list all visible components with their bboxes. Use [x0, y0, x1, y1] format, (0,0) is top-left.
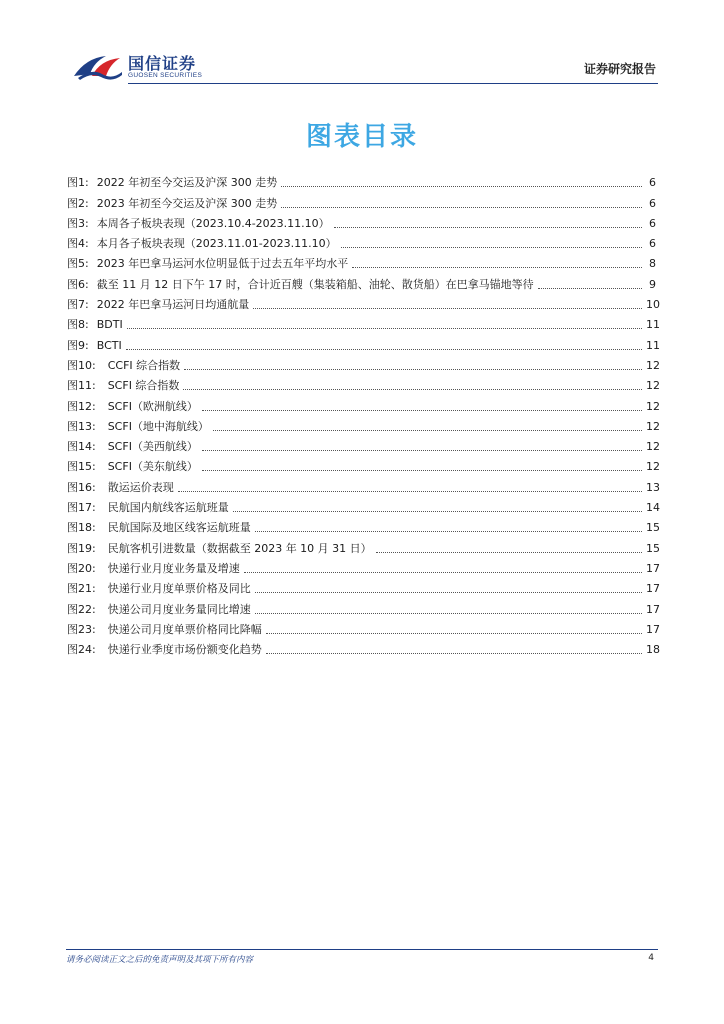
- toc-entry-title: 快递公司月度单票价格同比降幅: [107, 622, 262, 636]
- toc-entry-label: 图4:: [67, 237, 89, 251]
- toc-dot-leader: [233, 511, 642, 512]
- toc-dot-leader: [126, 349, 642, 350]
- toc-entry-label: 图8:: [67, 318, 89, 332]
- report-type-label: 证券研究报告: [583, 62, 656, 76]
- toc-entry-page: 12: [646, 358, 660, 372]
- toc-entry-title: 民航国际及地区线客运航班量: [107, 521, 251, 535]
- toc-entry-title: 快递行业月度业务量及增速: [107, 561, 240, 575]
- toc-entry[interactable]: [67, 251, 656, 271]
- toc-entry[interactable]: [67, 617, 660, 637]
- toc-entry-label: 图7:: [67, 298, 89, 312]
- toc-entry-page: 6: [649, 216, 656, 230]
- toc-entry-title: CCFI 综合指数: [107, 358, 181, 372]
- toc-entry[interactable]: [67, 576, 660, 596]
- page-header: [0, 0, 724, 90]
- footer-disclaimer: 请务必阅读正文之后的免责声明及其项下所有内容: [66, 955, 254, 965]
- toc-entry[interactable]: [67, 271, 656, 291]
- toc-entry-page: 10: [646, 298, 660, 312]
- toc-entry-page: 12: [646, 440, 660, 454]
- toc-entry[interactable]: [67, 292, 660, 312]
- toc-entry-title: 本月各子板块表现（2023.11.01-2023.11.10）: [96, 237, 337, 251]
- toc-entry-page: 15: [646, 521, 660, 535]
- toc-entry[interactable]: [67, 454, 660, 474]
- toc-entry[interactable]: [67, 515, 660, 535]
- toc-entry[interactable]: [67, 474, 660, 494]
- toc-entry-page: 12: [646, 399, 660, 413]
- toc-entry-label: 图1:: [67, 176, 89, 190]
- toc-dot-leader: [266, 633, 642, 634]
- header-divider: [128, 83, 658, 84]
- toc-dot-leader: [127, 328, 642, 329]
- toc-dot-leader: [376, 552, 642, 553]
- toc-entry-title: SCFI（地中海航线）: [107, 419, 209, 433]
- toc-entry[interactable]: [67, 535, 660, 555]
- toc-entry[interactable]: [67, 231, 656, 251]
- toc-dot-leader: [255, 531, 642, 532]
- toc-entry-label: 图5:: [67, 257, 89, 271]
- toc-entry-page: 18: [646, 643, 660, 657]
- toc-entry[interactable]: [67, 393, 660, 413]
- toc-entry-label: 图23:: [67, 622, 96, 636]
- toc-entry-page: 17: [646, 602, 660, 616]
- toc-entry-title: SCFI（美东航线）: [107, 460, 198, 474]
- toc-entry-page: 9: [649, 277, 656, 291]
- toc-entry-label: 图9:: [67, 338, 89, 352]
- toc-dot-leader: [341, 247, 642, 248]
- toc-entry-page: 14: [646, 501, 660, 515]
- toc-entry-title: 2023 年初至今交运及沪深 300 走势: [96, 196, 278, 210]
- toc-dot-leader: [281, 207, 642, 208]
- toc-entry-label: 图24:: [67, 643, 96, 657]
- toc-list: [67, 170, 660, 657]
- toc-entry-title: 2022 年巴拿马运河日均通航量: [96, 298, 250, 312]
- toc-entry[interactable]: [67, 170, 656, 190]
- toc-dot-leader: [183, 389, 642, 390]
- toc-entry-label: 图2:: [67, 196, 89, 210]
- toc-entry-label: 图18:: [67, 521, 96, 535]
- toc-entry-page: 15: [646, 541, 660, 555]
- toc-entry-page: 6: [649, 176, 656, 190]
- toc-entry[interactable]: [67, 596, 660, 616]
- toc-entry-title: 2023 年巴拿马运河水位明显低于过去五年平均水平: [96, 257, 349, 271]
- toc-entry-label: 图17:: [67, 501, 96, 515]
- toc-entry-label: 图3:: [67, 216, 89, 230]
- toc-entry-page: 12: [646, 379, 660, 393]
- toc-entry-title: 快递公司月度业务量同比增速: [107, 602, 251, 616]
- toc-entry-title: SCFI（美西航线）: [107, 440, 198, 454]
- toc-entry-title: SCFI（欧洲航线）: [107, 399, 198, 413]
- toc-dot-leader: [178, 491, 642, 492]
- toc-entry-title: 快递行业月度单票价格及同比: [107, 582, 251, 596]
- toc-entry-title: 民航客机引进数量（数据截至 2023 年 10 月 31 日）: [107, 541, 372, 555]
- toc-entry-label: 图19:: [67, 541, 96, 555]
- toc-entry-title: 散运运价表现: [107, 480, 174, 494]
- toc-entry[interactable]: [67, 190, 656, 210]
- toc-entry[interactable]: [67, 332, 660, 352]
- toc-entry-label: 图21:: [67, 582, 96, 596]
- toc-entry-page: 13: [646, 480, 660, 494]
- toc-entry[interactable]: [67, 434, 660, 454]
- toc-entry-label: 图10:: [67, 358, 96, 372]
- toc-entry-title: 快递行业季度市场份额变化趋势: [107, 643, 262, 657]
- toc-entry-page: 17: [646, 622, 660, 636]
- toc-dot-leader: [538, 288, 642, 289]
- toc-entry-label: 图11:: [67, 379, 96, 393]
- page-number: 4: [648, 953, 654, 963]
- toc-entry-page: 11: [646, 338, 660, 352]
- toc-dot-leader: [334, 227, 642, 228]
- toc-entry-label: 图22:: [67, 602, 96, 616]
- toc-dot-leader: [202, 410, 642, 411]
- toc-entry-title: 截至 11 月 12 日下午 17 时，合计近百艘（集装箱船、油轮、散货船）在巴拿马锚地等待: [96, 277, 534, 291]
- brand-name-en: GUOSEN SECURITIES: [128, 72, 203, 79]
- toc-entry[interactable]: [67, 637, 660, 657]
- toc-dot-leader: [202, 450, 642, 451]
- brand-name-cn: 国信证券: [128, 54, 197, 73]
- toc-entry-title: BCTI: [96, 338, 122, 352]
- toc-entry-page: 6: [649, 237, 656, 251]
- toc-dot-leader: [244, 572, 642, 573]
- toc-dot-leader: [253, 308, 642, 309]
- toc-entry-label: 图13:: [67, 419, 96, 433]
- toc-entry[interactable]: [67, 495, 660, 515]
- toc-dot-leader: [352, 267, 642, 268]
- toc-entry-page: 17: [646, 582, 660, 596]
- toc-entry-title: 民航国内航线客运航班量: [107, 501, 229, 515]
- toc-entry-title: SCFI 综合指数: [107, 379, 180, 393]
- toc-entry-title: 2022 年初至今交运及沪深 300 走势: [96, 176, 278, 190]
- toc-dot-leader: [266, 653, 642, 654]
- toc-entry[interactable]: [67, 211, 656, 231]
- toc-entry-title: 本周各子板块表现（2023.10.4-2023.11.10）: [96, 216, 330, 230]
- toc-dot-leader: [281, 186, 642, 187]
- toc-entry-label: 图15:: [67, 460, 96, 474]
- toc-entry[interactable]: [67, 414, 660, 434]
- toc-entry-label: 图14:: [67, 440, 96, 454]
- toc-entry[interactable]: [67, 373, 660, 393]
- toc-dot-leader: [213, 430, 642, 431]
- toc-entry[interactable]: [67, 312, 660, 332]
- toc-dot-leader: [202, 470, 642, 471]
- footer-divider: [66, 949, 658, 950]
- toc-entry-label: 图12:: [67, 399, 96, 413]
- toc-entry[interactable]: [67, 556, 660, 576]
- toc-entry[interactable]: [67, 353, 660, 373]
- toc-entry-page: 12: [646, 419, 660, 433]
- toc-entry-page: 6: [649, 196, 656, 210]
- toc-entry-page: 17: [646, 561, 660, 575]
- toc-entry-label: 图16:: [67, 480, 96, 494]
- toc-entry-page: 8: [649, 257, 656, 271]
- toc-dot-leader: [184, 369, 642, 370]
- toc-dot-leader: [255, 613, 642, 614]
- toc-entry-page: 11: [646, 318, 660, 332]
- toc-title: 图表目录: [305, 122, 418, 152]
- guosen-logo-icon: [72, 52, 124, 82]
- toc-entry-label: 图6:: [67, 277, 89, 291]
- toc-entry-page: 12: [646, 460, 660, 474]
- toc-entry-title: BDTI: [96, 318, 123, 332]
- toc-dot-leader: [255, 592, 642, 593]
- toc-entry-label: 图20:: [67, 561, 96, 575]
